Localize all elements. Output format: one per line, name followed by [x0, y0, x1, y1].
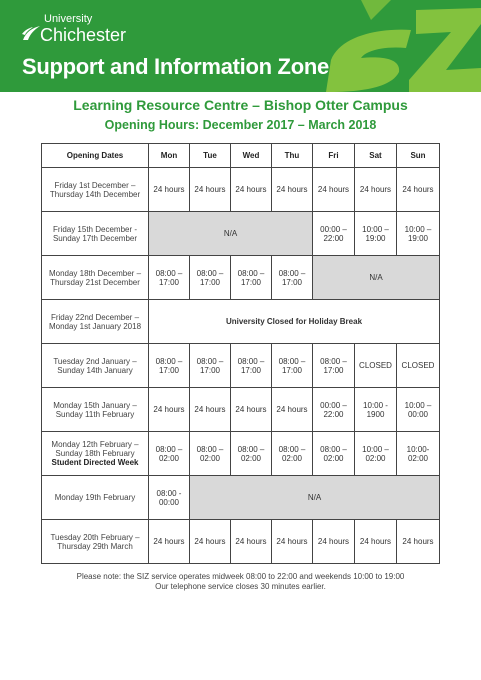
column-header: Thu	[272, 144, 313, 168]
hours-cell: 10:00 – 19:00	[355, 212, 397, 256]
logo-chichester: Chichester	[40, 25, 127, 45]
date-range-cell: Friday 15th December - Sunday 17th December	[42, 212, 149, 256]
hours-cell: 10:00 – 02:00	[355, 432, 397, 476]
hours-cell: 08:00 – 02:00	[231, 432, 272, 476]
column-header: Fri	[313, 144, 355, 168]
column-header: Tue	[190, 144, 231, 168]
column-header: Opening Dates	[42, 144, 149, 168]
hours-cell: 08:00 – 17:00	[272, 256, 313, 300]
date-range-cell: Friday 22nd December – Monday 1st January 2018	[42, 300, 149, 344]
table-row	[42, 256, 440, 300]
banner-title: Support and Information Zone	[22, 54, 329, 79]
hours-cell: 24 hours	[313, 520, 355, 564]
hours-cell: 24 hours	[190, 388, 231, 432]
logo-university: University	[44, 13, 93, 25]
hours-cell: 08:00 – 17:00	[149, 256, 190, 300]
hours-cell: 24 hours	[190, 168, 231, 212]
na-cell: N/A	[149, 212, 313, 256]
hours-cell: 08:00 – 17:00	[313, 344, 355, 388]
hours-cell: 08:00 – 17:00	[272, 344, 313, 388]
hours-cell: 08:00 – 02:00	[313, 432, 355, 476]
date-range-cell: Tuesday 2nd January – Sunday 14th January	[42, 344, 149, 388]
date-range-cell: Monday 12th February – Sunday 18th February Student Directed Week	[42, 432, 149, 476]
table-header-row	[42, 144, 440, 168]
hours-cell: 24 hours	[355, 168, 397, 212]
hours-cell: 08:00 – 17:00	[190, 256, 231, 300]
hours-cell: 08:00 – 17:00	[231, 344, 272, 388]
hours-cell: 10:00- 02:00	[397, 432, 440, 476]
date-range-cell: Monday 19th February	[42, 476, 149, 520]
hours-cell: 08:00 - 00:00	[149, 476, 190, 520]
na-cell: N/A	[313, 256, 440, 300]
hours-cell: 08:00 – 17:00	[190, 344, 231, 388]
hours-cell: 10:00 – 19:00	[397, 212, 440, 256]
crest-icon	[20, 22, 42, 44]
column-header: Mon	[149, 144, 190, 168]
hours-cell: 24 hours	[149, 168, 190, 212]
hours-cell: 24 hours	[272, 388, 313, 432]
hours-cell: 24 hours	[313, 168, 355, 212]
date-range-cell: Monday 18th December – Thursday 21st December	[42, 256, 149, 300]
hours-cell: 00:00 – 22:00	[313, 212, 355, 256]
date-range-cell: Tuesday 20th February – Thursday 29th March	[42, 520, 149, 564]
header-banner	[0, 0, 481, 92]
hours-cell: 08:00 – 02:00	[190, 432, 231, 476]
note-line: Please note: the SIZ service operates midweek 08:00 to 22:00 and weekends 10:00 to 19:00	[76, 572, 405, 581]
siz-logo-mark	[321, 0, 481, 92]
hours-cell: 24 hours	[272, 168, 313, 212]
hours-cell: 24 hours	[231, 520, 272, 564]
table-row	[42, 212, 440, 256]
hours-cell: 24 hours	[355, 520, 397, 564]
service-note	[0, 572, 481, 592]
hours-cell: 08:00 – 02:00	[272, 432, 313, 476]
hours-cell: 24 hours	[190, 520, 231, 564]
hours-cell: 08:00 – 17:00	[149, 344, 190, 388]
hours-cell: 24 hours	[397, 168, 440, 212]
page-title: Learning Resource Centre – Bishop Otter Campus	[73, 97, 408, 113]
university-logo[interactable]	[22, 14, 126, 45]
hours-cell: 24 hours	[272, 520, 313, 564]
table-row	[42, 300, 440, 344]
hours-cell: 00:00 – 22:00	[313, 388, 355, 432]
hours-cell: CLOSED	[355, 344, 397, 388]
column-header: Sun	[397, 144, 440, 168]
table-row	[42, 520, 440, 564]
closure-notice-cell: University Closed for Holiday Break	[149, 300, 440, 344]
hours-cell: 24 hours	[397, 520, 440, 564]
table-row	[42, 432, 440, 476]
column-header: Wed	[231, 144, 272, 168]
column-header: Sat	[355, 144, 397, 168]
na-cell: N/A	[190, 476, 440, 520]
table-row	[42, 388, 440, 432]
hours-cell: 24 hours	[149, 520, 190, 564]
opening-hours-table	[41, 143, 440, 564]
table-row	[42, 168, 440, 212]
hours-cell: 24 hours	[231, 168, 272, 212]
hours-cell: 24 hours	[149, 388, 190, 432]
page-subtitle: Opening Hours: December 2017 – March 2018	[104, 118, 377, 132]
hours-cell: CLOSED	[397, 344, 440, 388]
hours-cell: 08:00 – 02:00	[149, 432, 190, 476]
table-row	[42, 476, 440, 520]
date-range-cell: Monday 15th January – Sunday 11th February	[42, 388, 149, 432]
hours-cell: 24 hours	[231, 388, 272, 432]
hours-cell: 10:00 – 00:00	[397, 388, 440, 432]
table-row	[42, 344, 440, 388]
note-line: Our telephone service closes 30 minutes earlier.	[155, 582, 326, 591]
student-directed-week-label: Student Directed Week	[51, 458, 139, 467]
hours-cell: 10:00 - 1900	[355, 388, 397, 432]
hours-cell: 08:00 – 17:00	[231, 256, 272, 300]
date-range-cell: Friday 1st December – Thursday 14th December	[42, 168, 149, 212]
